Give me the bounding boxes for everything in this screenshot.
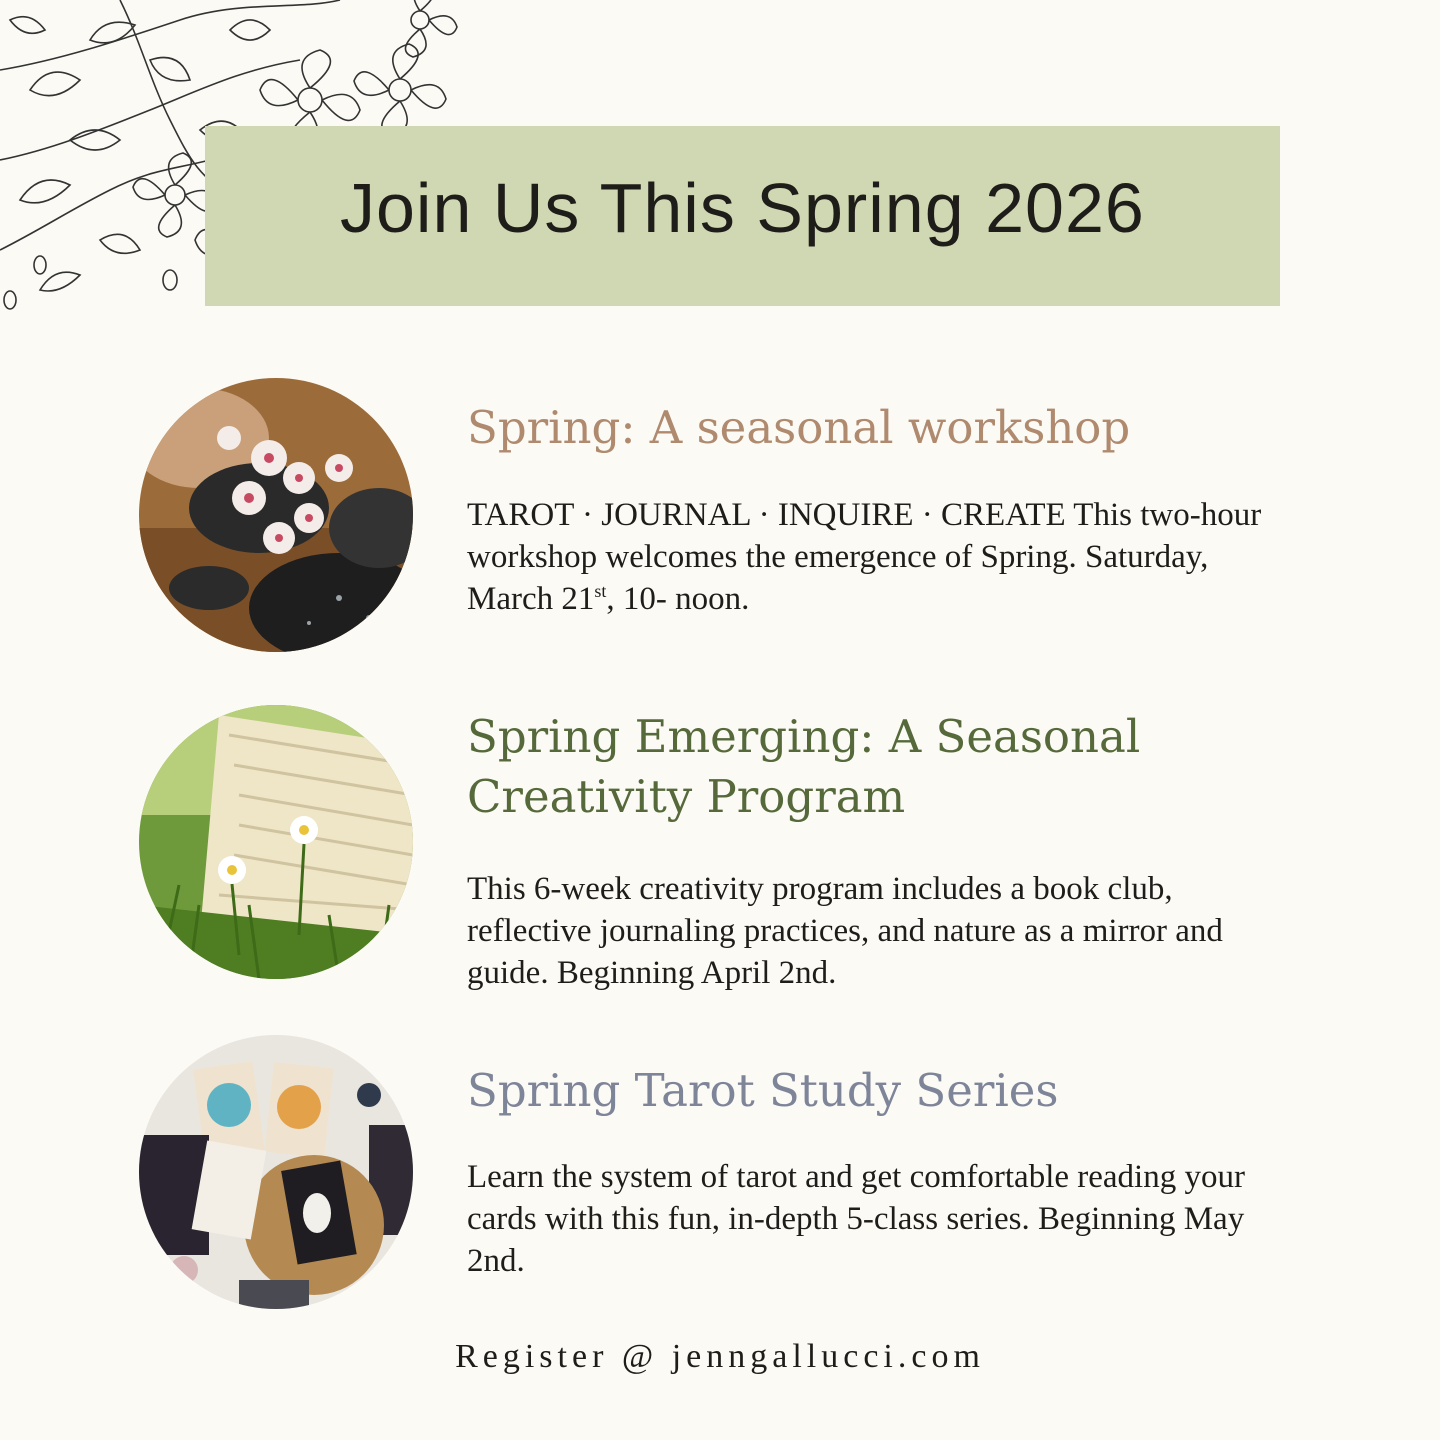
event-title-line-1: Spring Emerging: A Seasonal xyxy=(467,710,1141,763)
event-description: This 6-week creativity program includes a book club, reflective journaling practices, and nature as a mirror and guide. Beginning April 2nd. xyxy=(467,871,1223,991)
register-link[interactable]: Register @ jenngallucci.com xyxy=(455,1338,985,1375)
event-description-tail: , 10- noon. xyxy=(606,581,750,617)
event-description xyxy=(467,494,1282,620)
event-title: Spring Tarot Study Series xyxy=(467,1064,1059,1117)
ordinal-suffix: st xyxy=(594,581,607,601)
event-title: Spring: A seasonal workshop xyxy=(467,401,1131,454)
event-title-line-2: Creativity Program xyxy=(467,770,906,823)
event-description-text: TAROT · JOURNAL · INQUIRE · CREATE This two-hour workshop welcomes the emergence of Spring. Saturday, March 21 xyxy=(467,497,1262,617)
event-image-cherry-blossoms xyxy=(139,378,413,652)
event-description: Learn the system of tarot and get comfortable reading your cards with this fun, in-depth 5-class series. Beginning May 2nd. xyxy=(467,1159,1245,1279)
page-title: Join Us This Spring 2026 xyxy=(340,169,1145,247)
event-title xyxy=(467,707,1287,827)
event-image-tarot-cards xyxy=(139,1035,413,1309)
event-image-book-daisies xyxy=(139,705,413,979)
